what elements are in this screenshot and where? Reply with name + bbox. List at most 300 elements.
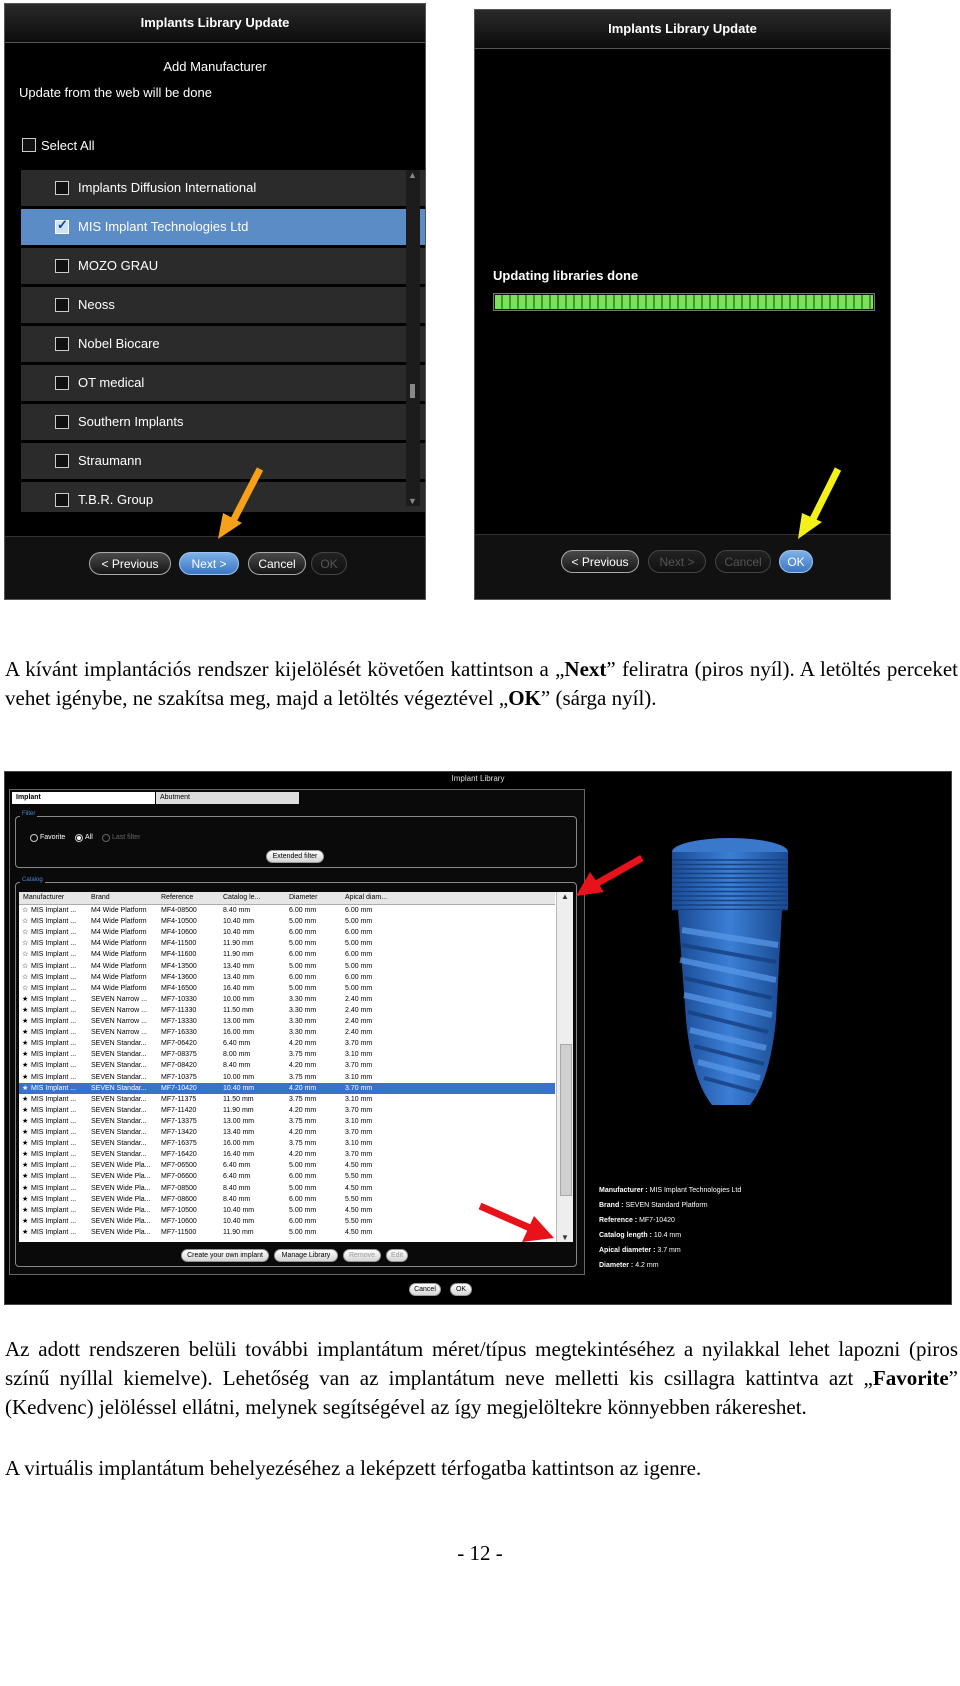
favorite-star-filled-icon[interactable]: ★ — [22, 1084, 29, 1092]
table-cell: 6.00 mm — [289, 1195, 317, 1203]
table-cell: SEVEN Standar... — [91, 1106, 147, 1114]
table-cell: 10.40 mm — [223, 929, 255, 937]
manufacturer-list-item[interactable] — [21, 326, 426, 362]
radio-all-label: All — [85, 834, 93, 841]
table-cell: 6.00 mm — [345, 951, 373, 959]
right-dialog-title: Implants Library Update — [475, 10, 890, 49]
table-cell: 5.50 mm — [345, 1195, 373, 1203]
table-cell: MIS Implant ... — [31, 1217, 77, 1225]
remove-button: Remove — [343, 1249, 381, 1262]
table-cell: 4.50 mm — [345, 1228, 373, 1236]
favorite-star-empty-icon[interactable]: ☆ — [22, 929, 29, 937]
favorite-star-filled-icon[interactable]: ★ — [22, 1184, 29, 1192]
manufacturer-list-item[interactable] — [21, 404, 426, 440]
table-cell: 5.50 mm — [345, 1217, 373, 1225]
table-cell: 5.00 mm — [289, 940, 317, 948]
table-cell: 2.40 mm — [345, 1029, 373, 1037]
filter-label: Filter — [22, 811, 36, 817]
table-row[interactable] — [19, 1116, 555, 1127]
manufacturer-label: Implants Diffusion International — [78, 180, 257, 195]
table-cell: 3.75 mm — [289, 1117, 317, 1125]
tab-implant[interactable]: Implant — [12, 792, 155, 804]
manufacturer-label: Southern Implants — [78, 414, 184, 429]
table-cell: 5.00 mm — [289, 984, 317, 992]
favorite-star-filled-icon[interactable]: ★ — [22, 1006, 29, 1014]
table-cell: MF4-13500 — [161, 962, 197, 970]
favorite-star-filled-icon[interactable]: ★ — [22, 1040, 29, 1048]
table-cell: 5.00 mm — [289, 1162, 317, 1170]
select-all-label: Select All — [41, 138, 95, 153]
table-cell: MF4-11600 — [161, 951, 197, 959]
column-header[interactable]: Apical diam... — [345, 894, 388, 901]
instruction-paragraph-2: Az adott rendszeren belüli további implantátum méret/típus megtekintéséhez a nyilakkal lehet lapozni (piros színű nyíllal kiemelve). Lehetőség van az implantátum neve melletti kis csillagra kattintva azt „Favorite” (Kedvenc) jelöléssel ellátni, melynek segítségével az így megjelöltekre könnyebben rákereshet. — [5, 1337, 958, 1419]
next-button[interactable]: Next > — [179, 552, 239, 575]
favorite-star-empty-icon[interactable]: ☆ — [22, 951, 29, 959]
table-cell: 8.40 mm — [223, 907, 251, 914]
table-cell: MIS Implant ... — [31, 1029, 77, 1037]
info-key: Catalog length : — [599, 1232, 654, 1239]
favorite-star-empty-icon[interactable]: ☆ — [22, 984, 29, 992]
info-value: 10.4 mm — [653, 1232, 682, 1239]
info-key: Apical diameter : — [599, 1247, 658, 1254]
table-cell: 3.75 mm — [289, 1095, 317, 1103]
table-cell: 4.20 mm — [289, 1106, 317, 1114]
table-cell: 13.00 mm — [223, 1018, 255, 1025]
table-cell: MIS Implant ... — [31, 1206, 77, 1214]
table-cell: MIS Implant ... — [31, 907, 77, 914]
table-cell: 10.40 mm — [223, 1217, 255, 1225]
table-cell: SEVEN Narrow ... — [91, 1006, 148, 1014]
table-cell: 5.00 mm — [289, 1228, 317, 1236]
manufacturer-checkbox[interactable] — [55, 181, 69, 195]
favorite-star-filled-icon[interactable]: ★ — [22, 1073, 29, 1081]
table-cell: SEVEN Standar... — [91, 1095, 147, 1103]
implant-info-line — [599, 1202, 708, 1209]
table-cell: 16.00 mm — [223, 1140, 255, 1148]
favorite-star-empty-icon[interactable]: ☆ — [22, 973, 29, 981]
table-cell: MIS Implant ... — [31, 1084, 77, 1092]
table-cell: MF7-10375 — [161, 1073, 197, 1081]
table-cell: SEVEN Narrow ... — [91, 995, 148, 1003]
manufacturer-label: T.B.R. Group — [78, 492, 154, 507]
column-header[interactable]: Reference — [161, 894, 194, 901]
table-cell: 3.10 mm — [345, 1051, 373, 1059]
ok-button-disabled: OK — [311, 552, 347, 575]
table-cell: 11.90 mm — [223, 951, 254, 959]
radio-all[interactable] — [75, 834, 83, 842]
table-cell: MIS Implant ... — [31, 1140, 77, 1148]
table-row[interactable] — [19, 1105, 555, 1116]
edit-button: Edit — [386, 1249, 408, 1262]
table-cell: 5.00 mm — [289, 962, 317, 970]
manufacturer-checkbox[interactable] — [55, 454, 69, 468]
table-cell: 2.40 mm — [345, 1018, 373, 1025]
table-row[interactable] — [19, 994, 555, 1005]
update-status-text: Updating libraries done — [493, 268, 639, 283]
table-row[interactable] — [19, 1083, 555, 1094]
table-row[interactable] — [19, 1149, 555, 1160]
table-cell: MF4-16500 — [161, 984, 197, 992]
next-button-disabled: Next > — [648, 550, 706, 573]
manufacturer-label: Nobel Biocare — [78, 336, 160, 351]
page-number: - 12 - — [457, 1541, 503, 1565]
implant-info-line — [599, 1262, 659, 1269]
favorite-star-filled-icon[interactable]: ★ — [22, 1062, 29, 1070]
column-header[interactable]: Catalog le... — [223, 894, 261, 901]
library-title: Implant Library — [451, 774, 505, 783]
table-cell: 5.00 mm — [289, 918, 317, 926]
manufacturer-checkbox[interactable] — [55, 259, 69, 273]
table-cell: 11.90 mm — [223, 940, 254, 948]
table-cell: 6.40 mm — [223, 1040, 251, 1048]
favorite-star-empty-icon[interactable]: ☆ — [22, 962, 29, 970]
table-cell: 3.10 mm — [345, 1073, 373, 1081]
progress-bar — [493, 293, 875, 311]
table-cell: MIS Implant ... — [31, 1162, 77, 1170]
table-cell: 6.00 mm — [289, 1217, 317, 1225]
table-cell: MF7-06600 — [161, 1173, 197, 1181]
favorite-keyword: Favorite — [872, 1366, 949, 1390]
table-cell: M4 Wide Platform — [91, 940, 147, 948]
orange-arrow-icon — [210, 465, 270, 545]
table-cell: SEVEN Wide Pla... — [91, 1184, 151, 1192]
table-cell: MF7-06500 — [161, 1162, 197, 1170]
table-cell: MF7-13420 — [161, 1129, 197, 1136]
favorite-star-filled-icon[interactable]: ★ — [22, 1195, 29, 1203]
table-cell: MIS Implant ... — [31, 1062, 77, 1070]
table-cell: MIS Implant ... — [31, 929, 77, 937]
instruction-paragraph-1: A kívánt implantációs rendszer kijelölését követően kattintson a „Next” feliratra (piros nyíl). A letöltés perceket vehet igénybe, ne szakítsa meg, majd a letöltés végeztével „OK” (sárga nyíl). — [5, 657, 958, 710]
table-cell: 5.50 mm — [345, 1173, 373, 1181]
manufacturer-list-item[interactable] — [21, 365, 426, 401]
favorite-star-filled-icon[interactable]: ★ — [22, 1140, 29, 1148]
table-cell: SEVEN Wide Pla... — [91, 1173, 151, 1181]
table-cell: 4.20 mm — [289, 1129, 317, 1136]
table-row[interactable] — [19, 1138, 555, 1149]
table-row[interactable] — [19, 927, 555, 938]
table-row[interactable] — [19, 916, 555, 927]
table-cell: 3.70 mm — [345, 1040, 373, 1048]
table-cell: 6.00 mm — [345, 929, 373, 937]
table-row[interactable] — [19, 1171, 555, 1182]
table-cell: MF4-10600 — [161, 929, 197, 937]
create-implant-button[interactable]: Create your own implant — [181, 1249, 269, 1262]
table-row[interactable] — [19, 949, 555, 960]
table-cell: 3.30 mm — [289, 1018, 317, 1025]
table-cell: MIS Implant ... — [31, 1228, 77, 1236]
manufacturer-list-item[interactable] — [21, 209, 426, 245]
left-dialog-title: Implants Library Update — [5, 4, 425, 43]
manufacturer-list-scrollbar[interactable] — [406, 170, 420, 506]
favorite-star-filled-icon[interactable]: ★ — [22, 1051, 29, 1059]
previous-button[interactable]: < Previous — [561, 550, 639, 573]
table-cell: M4 Wide Platform — [91, 962, 147, 970]
table-row[interactable] — [19, 1216, 555, 1227]
manufacturer-checkbox[interactable] — [55, 415, 69, 429]
table-row[interactable] — [19, 1016, 555, 1027]
manufacturer-checkbox[interactable] — [55, 337, 69, 351]
favorite-star-filled-icon[interactable]: ★ — [22, 1106, 29, 1114]
table-cell: SEVEN Wide Pla... — [91, 1217, 151, 1225]
table-cell: MF4-08500 — [161, 907, 197, 914]
table-cell: 6.40 mm — [223, 1162, 251, 1170]
table-cell: 4.50 mm — [345, 1162, 373, 1170]
table-cell: SEVEN Standar... — [91, 1084, 147, 1092]
table-cell: 10.00 mm — [223, 995, 255, 1003]
manufacturer-checkbox[interactable] — [55, 220, 69, 234]
favorite-star-filled-icon[interactable]: ★ — [22, 1029, 29, 1037]
table-row[interactable] — [19, 983, 555, 994]
table-cell: 6.00 mm — [289, 951, 317, 959]
info-value: SEVEN Standard Platform — [625, 1202, 708, 1209]
add-manufacturer-heading: Add Manufacturer — [163, 59, 267, 74]
table-cell: 5.00 mm — [289, 1184, 317, 1192]
table-cell: M4 Wide Platform — [91, 918, 147, 926]
scroll-up-icon[interactable]: ▲ — [408, 170, 417, 180]
table-cell: MF7-08375 — [161, 1051, 197, 1059]
table-cell: M4 Wide Platform — [91, 929, 147, 937]
table-cell: 2.40 mm — [345, 995, 373, 1003]
table-cell: 3.30 mm — [289, 1006, 317, 1014]
table-cell: 8.40 mm — [223, 1062, 251, 1070]
info-key: Reference : — [599, 1217, 640, 1224]
catalog-label: Catalog — [22, 877, 43, 883]
table-cell: SEVEN Narrow ... — [91, 1018, 148, 1025]
progress-fill — [495, 295, 873, 309]
table-cell: MF7-16330 — [161, 1029, 197, 1037]
info-key: Brand : — [599, 1202, 626, 1209]
manufacturer-list-item[interactable] — [21, 248, 426, 284]
table-cell: 3.10 mm — [345, 1095, 373, 1103]
table-cell: 5.00 mm — [289, 1206, 317, 1214]
catalog-scroll-thumb[interactable] — [560, 1044, 572, 1196]
manufacturer-label: Neoss — [78, 297, 115, 312]
scroll-down-icon[interactable]: ▼ — [408, 496, 417, 506]
table-cell: 16.40 mm — [223, 984, 255, 992]
table-cell: MIS Implant ... — [31, 951, 77, 959]
table-cell: MIS Implant ... — [31, 1095, 77, 1103]
favorite-star-filled-icon[interactable]: ★ — [22, 1173, 29, 1181]
info-value: MIS Implant Technologies Ltd — [649, 1187, 742, 1194]
table-cell: 6.00 mm — [289, 973, 317, 981]
table-cell: MF7-13330 — [161, 1018, 197, 1025]
manufacturer-checkbox[interactable] — [55, 493, 69, 507]
catalog-scroll-down-icon[interactable]: ▼ — [561, 1233, 569, 1242]
cancel-button[interactable]: Cancel — [248, 552, 306, 575]
library-ok-button[interactable]: OK — [450, 1283, 472, 1296]
table-cell: MIS Implant ... — [31, 1040, 77, 1048]
manufacturer-list-item[interactable] — [21, 170, 426, 206]
table-cell: MF7-11375 — [161, 1095, 197, 1103]
info-key: Diameter : — [599, 1262, 636, 1269]
favorite-star-filled-icon[interactable]: ★ — [22, 1217, 29, 1225]
favorite-star-filled-icon[interactable]: ★ — [22, 1151, 29, 1159]
favorite-star-filled-icon[interactable]: ★ — [22, 1162, 29, 1170]
table-cell: 4.20 mm — [289, 1151, 317, 1159]
implant-info-line — [599, 1247, 681, 1254]
table-cell: 10.40 mm — [223, 1084, 255, 1092]
favorite-star-filled-icon[interactable]: ★ — [22, 1018, 29, 1025]
table-cell: SEVEN Standar... — [91, 1062, 147, 1070]
manufacturer-checkbox[interactable] — [55, 298, 69, 312]
table-row[interactable] — [19, 1183, 555, 1194]
catalog-scroll-up-icon[interactable]: ▲ — [561, 892, 569, 901]
table-cell: 6.00 mm — [289, 929, 317, 937]
manufacturer-label: MIS Implant Technologies Ltd — [78, 219, 249, 234]
library-cancel-button[interactable]: Cancel — [409, 1283, 441, 1296]
instruction-paragraph-3: A virtuális implantátum behelyezéséhez a leképzett térfogatba kattintson az igenre. — [5, 1456, 702, 1480]
table-cell: 4.20 mm — [289, 1062, 317, 1070]
favorite-star-filled-icon[interactable]: ★ — [22, 1206, 29, 1214]
red-arrow-top-icon — [572, 854, 646, 900]
table-row[interactable] — [19, 961, 555, 972]
table-cell: SEVEN Standar... — [91, 1051, 147, 1059]
table-cell: 3.70 mm — [345, 1106, 373, 1114]
info-value: 4.2 mm — [635, 1262, 659, 1269]
table-cell: MF7-11500 — [161, 1228, 197, 1236]
favorite-star-filled-icon[interactable]: ★ — [22, 1228, 29, 1236]
extended-filter-button[interactable]: Extended filter — [266, 850, 324, 863]
table-row[interactable] — [19, 905, 555, 916]
manufacturer-list-item[interactable] — [21, 287, 426, 323]
table-cell: MIS Implant ... — [31, 1106, 77, 1114]
table-cell: 5.00 mm — [345, 918, 373, 926]
table-cell: SEVEN Wide Pla... — [91, 1162, 151, 1170]
radio-favorite-label: Favorite — [40, 834, 66, 841]
column-header[interactable]: Brand — [91, 894, 110, 901]
tab-abutment[interactable]: Abutment — [156, 792, 299, 804]
table-cell: MIS Implant ... — [31, 1151, 77, 1159]
table-cell: MF7-11420 — [161, 1106, 197, 1114]
table-cell: MIS Implant ... — [31, 1173, 77, 1181]
table-cell: SEVEN Wide Pla... — [91, 1195, 151, 1203]
table-row[interactable] — [19, 1038, 555, 1049]
table-row[interactable] — [19, 1205, 555, 1216]
table-row[interactable] — [19, 1094, 555, 1105]
table-row[interactable] — [19, 1194, 555, 1205]
table-cell: MF7-08420 — [161, 1062, 197, 1070]
table-cell: MF7-08500 — [161, 1184, 197, 1192]
table-row[interactable] — [19, 1227, 555, 1238]
table-cell: MF4-11500 — [161, 940, 197, 948]
table-cell: 4.50 mm — [345, 1206, 373, 1214]
table-cell: 11.50 mm — [223, 1095, 254, 1103]
radio-last-filter-label: Last filter — [112, 834, 141, 841]
table-cell: 8.40 mm — [223, 1195, 251, 1203]
radio-favorite[interactable] — [30, 834, 38, 842]
table-cell: SEVEN Wide Pla... — [91, 1206, 151, 1214]
table-cell: 6.00 mm — [289, 907, 317, 914]
table-row[interactable] — [19, 1160, 555, 1171]
table-cell: 2.40 mm — [345, 1006, 373, 1014]
favorite-star-empty-icon[interactable]: ☆ — [22, 907, 29, 914]
table-cell: MIS Implant ... — [31, 1018, 77, 1025]
table-row[interactable] — [19, 1027, 555, 1038]
ok-keyword: OK — [508, 686, 541, 710]
table-cell: 3.10 mm — [345, 1117, 373, 1125]
table-cell: M4 Wide Platform — [91, 973, 147, 981]
table-cell: 5.00 mm — [345, 962, 373, 970]
table-cell: 13.40 mm — [223, 973, 255, 981]
table-row[interactable] — [19, 1049, 555, 1060]
table-cell: 3.75 mm — [289, 1140, 317, 1148]
table-cell: MF7-16420 — [161, 1151, 197, 1159]
table-cell: 3.75 mm — [289, 1051, 317, 1059]
favorite-star-empty-icon[interactable]: ☆ — [22, 940, 29, 948]
next-keyword: Next — [564, 657, 607, 681]
previous-button[interactable]: < Previous — [89, 552, 171, 575]
table-cell: SEVEN Narrow ... — [91, 1029, 148, 1037]
table-cell: 13.40 mm — [223, 1129, 255, 1136]
favorite-star-filled-icon[interactable]: ★ — [22, 1129, 29, 1136]
table-row[interactable] — [19, 1060, 555, 1071]
radio-last-filter — [102, 834, 110, 842]
info-key: Manufacturer : — [599, 1187, 650, 1194]
table-cell: 4.50 mm — [345, 1184, 373, 1192]
implant-info-line — [599, 1187, 741, 1194]
table-cell: MIS Implant ... — [31, 1195, 77, 1203]
column-header[interactable]: Diameter — [289, 894, 318, 901]
table-cell: 11.90 mm — [223, 1106, 254, 1114]
ok-button[interactable]: OK — [779, 550, 813, 573]
table-cell: MIS Implant ... — [31, 1051, 77, 1059]
table-cell: 4.20 mm — [289, 1040, 317, 1048]
table-row[interactable] — [19, 1072, 555, 1083]
table-row[interactable] — [19, 1005, 555, 1016]
table-cell: 8.40 mm — [223, 1184, 251, 1192]
table-cell: MIS Implant ... — [31, 918, 77, 926]
table-cell: MF7-10420 — [161, 1084, 197, 1092]
info-value: 3.7 mm — [657, 1247, 681, 1254]
catalog-scrollbar[interactable] — [556, 892, 573, 1242]
red-arrow-bottom-icon — [476, 1198, 558, 1244]
table-cell: 3.30 mm — [289, 995, 317, 1003]
table-cell: MIS Implant ... — [31, 1073, 77, 1081]
table-row[interactable] — [19, 1127, 555, 1138]
table-row[interactable] — [19, 972, 555, 983]
table-cell: MIS Implant ... — [31, 940, 77, 948]
table-cell: 13.40 mm — [223, 962, 255, 970]
scroll-thumb[interactable] — [410, 384, 415, 398]
table-cell: MF4-13600 — [161, 973, 197, 981]
favorite-star-filled-icon[interactable]: ★ — [22, 1095, 29, 1103]
table-cell: M4 Wide Platform — [91, 984, 147, 992]
table-cell: 3.70 mm — [345, 1129, 373, 1136]
manufacturer-label: MOZO GRAU — [78, 258, 159, 273]
table-cell: SEVEN Wide Pla... — [91, 1228, 151, 1236]
table-cell: 3.75 mm — [289, 1073, 317, 1081]
yellow-arrow-icon — [792, 465, 848, 545]
favorite-star-filled-icon[interactable]: ★ — [22, 1117, 29, 1125]
favorite-star-empty-icon[interactable]: ☆ — [22, 918, 29, 926]
info-value: MF7-10420 — [639, 1217, 675, 1224]
table-cell: 5.00 mm — [345, 984, 373, 992]
table-row[interactable] — [19, 938, 555, 949]
column-header[interactable]: Manufacturer — [23, 894, 65, 901]
table-cell: MIS Implant ... — [31, 962, 77, 970]
favorite-star-filled-icon[interactable]: ★ — [22, 995, 29, 1003]
table-cell: MF7-10330 — [161, 995, 197, 1003]
table-cell: 3.70 mm — [345, 1084, 373, 1092]
table-cell: 11.50 mm — [223, 1006, 254, 1014]
manufacturer-label: Straumann — [78, 453, 142, 468]
table-cell: 5.00 mm — [345, 940, 373, 948]
manufacturer-label: OT medical — [78, 375, 145, 390]
manage-library-button[interactable]: Manage Library — [274, 1249, 338, 1262]
manufacturer-checkbox[interactable] — [55, 376, 69, 390]
table-cell: 3.30 mm — [289, 1029, 317, 1037]
table-cell: MF4-10500 — [161, 918, 197, 926]
